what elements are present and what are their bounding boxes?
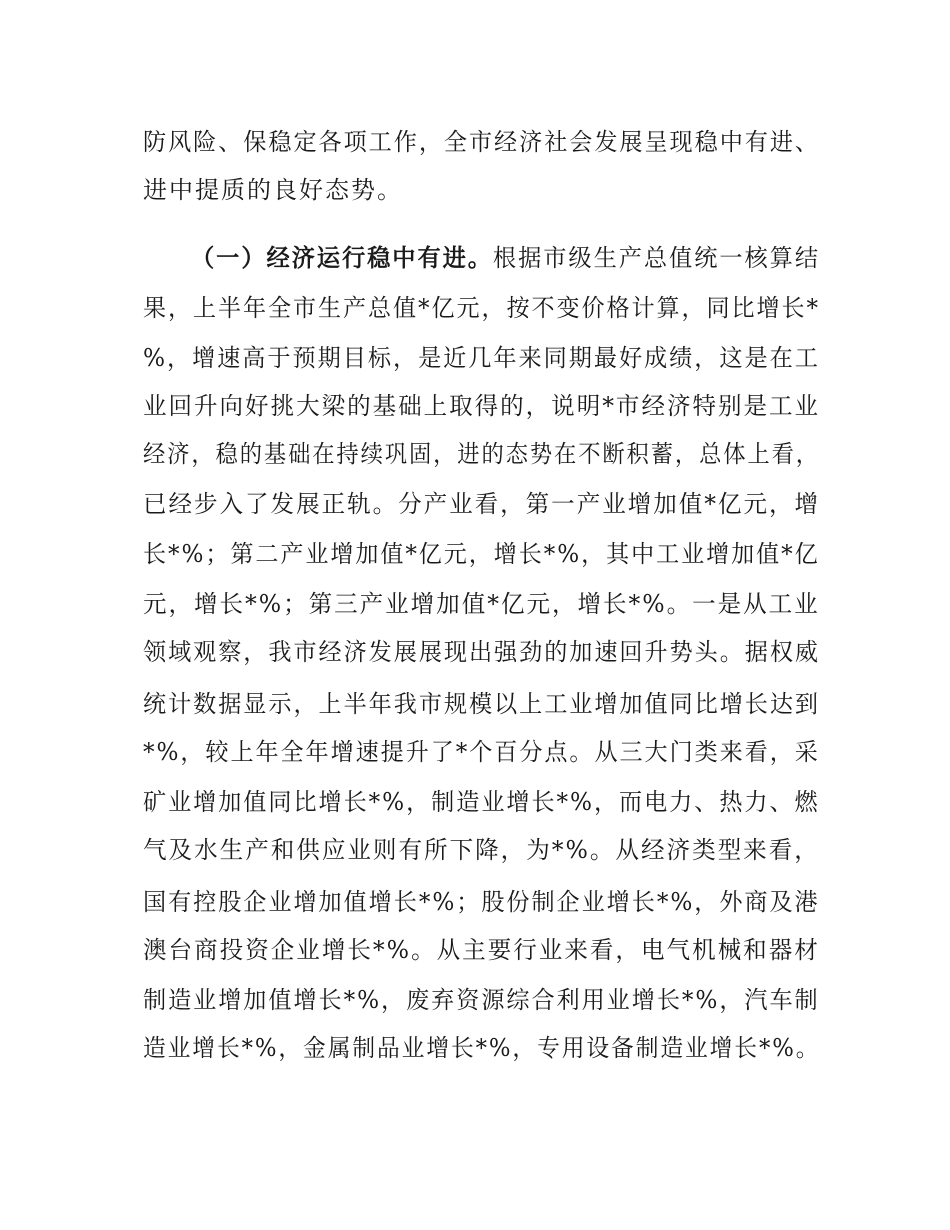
- paragraph-line: 气及水生产和供应业则有所下降，为*%。从经济类型来看，: [143, 836, 820, 864]
- paragraph-line: 领域观察，我市经济发展展现出强劲的加速回升势头。据权威: [143, 638, 821, 666]
- intro-line-2: 进中提质的良好态势。: [143, 176, 403, 204]
- paragraph-line: 矿业增加值同比增长*%，制造业增长*%，而电力、热力、燃: [143, 788, 820, 816]
- paragraph-line: %，增速高于预期目标，是近几年来同期最好成绩，这是在工: [143, 344, 820, 372]
- paragraph-line: 元，增长*%；第三产业增加值*亿元，增长*%。一是从工业: [143, 590, 820, 618]
- section-first-line: [191, 238, 820, 278]
- paragraph-line: 制造业增加值增长*%，废弃资源综合利用业增长*%，汽车制: [143, 986, 820, 1014]
- section-first-line-text: 根据市级生产总值统一核算结: [492, 244, 821, 272]
- paragraph-line: 果，上半年全市生产总值*亿元，按不变价格计算，同比增长*: [143, 294, 820, 322]
- section-heading: （一）经济运行稳中有进。: [191, 244, 493, 272]
- paragraph-line: 经济，稳的基础在持续巩固，进的态势在不断积蓄，总体上看，: [143, 440, 820, 468]
- paragraph-line: 已经步入了发展正轨。分产业看，第一产业增加值*亿元，增: [143, 490, 821, 518]
- paragraph-line: 澳台商投资企业增长*%。从主要行业来看，电气机械和器材: [143, 936, 820, 964]
- paragraph-line: *%，较上年全年增速提升了*个百分点。从三大门类来看，采: [143, 738, 820, 766]
- paragraph-line: 统计数据显示，上半年我市规模以上工业增加值同比增长达到: [143, 690, 821, 718]
- paragraph-line: 国有控股企业增加值增长*%；股份制企业增长*%，外商及港: [143, 888, 820, 916]
- paragraph-line: 长*%；第二产业增加值*亿元，增长*%，其中工业增加值*亿: [143, 540, 820, 568]
- paragraph-line: 造业增长*%，金属制品业增长*%，专用设备制造业增长*%。: [143, 1034, 821, 1062]
- intro-line-1: 防风险、保稳定各项工作，全市经济社会发展呈现稳中有进、: [143, 128, 821, 156]
- paragraph-line: 业回升向好挑大梁的基础上取得的，说明*市经济特别是工业: [143, 392, 821, 420]
